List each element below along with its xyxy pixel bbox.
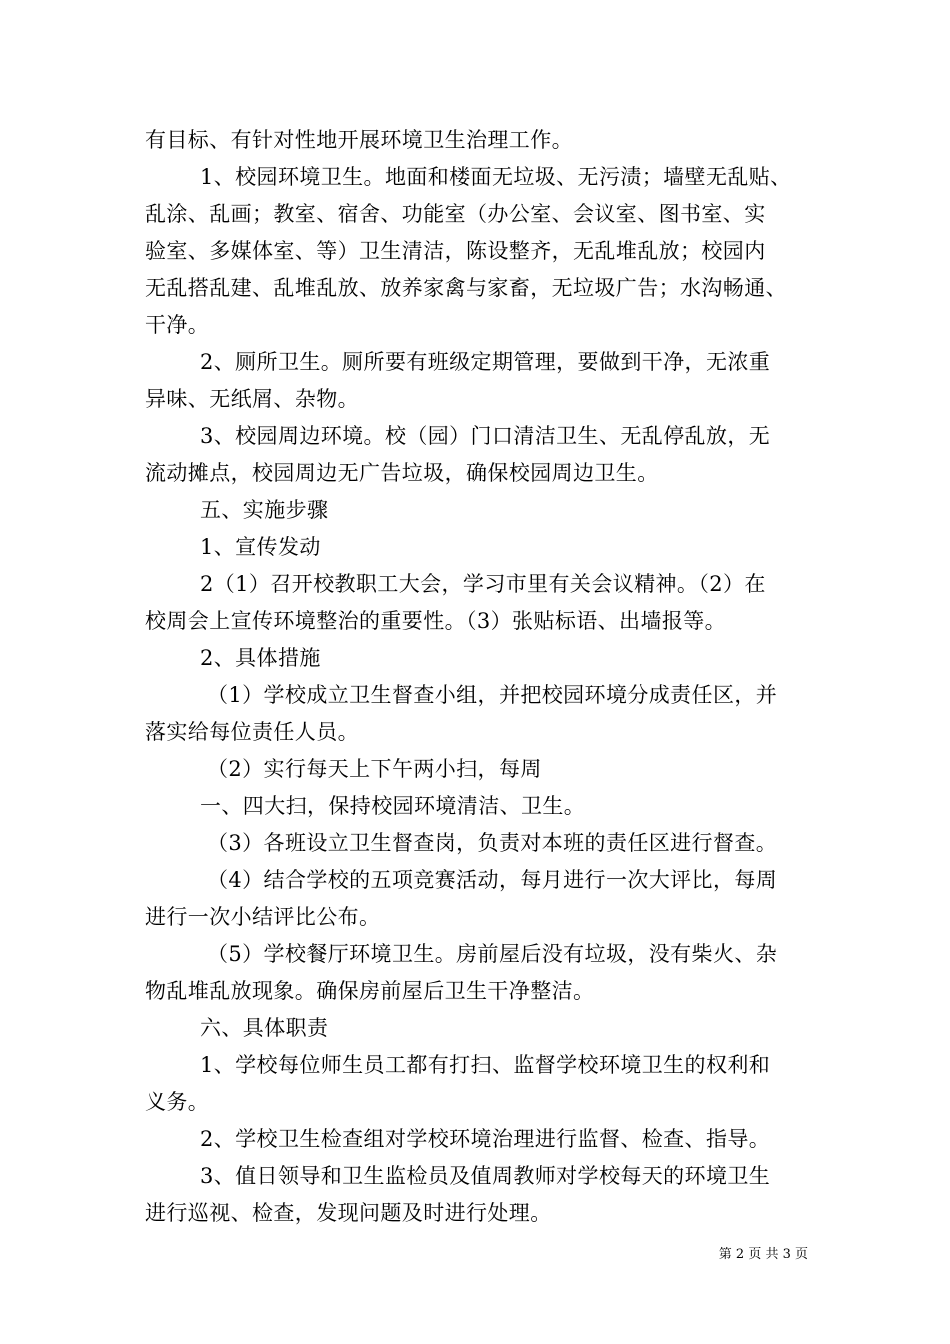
text-line: 2、具体措施 (200, 646, 321, 670)
text-line: （4）结合学校的五项竞赛活动，每月进行一次大评比，每周 (207, 868, 778, 892)
text-line: 3、校园周边环境。校（园）门口清洁卫生、无乱停乱放，无 (200, 424, 771, 448)
text-line: 2（1）召开校教职工大会，学习市里有关会议精神。（2）在 (200, 572, 766, 596)
text-line: 异味、无纸屑、杂物。 (145, 387, 359, 411)
section-heading: 六、具体职责 (200, 1016, 329, 1040)
text-line: 2、厕所卫生。厕所要有班级定期管理，要做到干净，无浓重 (200, 350, 771, 374)
text-line: 干净。 (145, 313, 210, 337)
text-line: 一、四大扫，保持校园环境清洁、卫生。 (200, 794, 586, 818)
text-line: 1、校园环境卫生。地面和楼面无垃圾、无污渍；墙壁无乱贴、 (200, 165, 792, 189)
text-line: 2、学校卫生检查组对学校环境治理进行监督、检查、指导。 (200, 1127, 771, 1151)
text-line: （5）学校餐厅环境卫生。房前屋后没有垃圾，没有柴火、杂 (207, 942, 778, 966)
text-line: 进行一次小结评比公布。 (145, 905, 381, 929)
section-heading: 五、实施步骤 (200, 498, 329, 522)
text-line: 乱涂、乱画；教室、宿舍、功能室（办公室、会议室、图书室、实 (145, 202, 766, 226)
text-line: 义务。 (145, 1090, 210, 1114)
text-line: 流动摊点，校园周边无广告垃圾，确保校园周边卫生。 (145, 461, 659, 485)
text-line: 验室、多媒体室、等）卫生清洁，陈设整齐，无乱堆乱放；校园内 (145, 239, 766, 263)
text-line: 有目标、有针对性地开展环境卫生治理工作。 (145, 128, 573, 152)
text-line: 1、学校每位师生员工都有打扫、监督学校环境卫生的权利和 (200, 1053, 771, 1077)
text-line: （3）各班设立卫生督查岗，负责对本班的责任区进行督查。 (207, 831, 778, 855)
text-line: 无乱搭乱建、乱堆乱放、放养家禽与家畜，无垃圾广告；水沟畅通、 (145, 276, 787, 300)
text-line: 3、值日领导和卫生监检员及值周教师对学校每天的环境卫生 (200, 1164, 771, 1188)
page-number-footer: 第 2 页 共 3 页 (718, 1247, 808, 1262)
text-line: （1）学校成立卫生督查小组，并把校园环境分成责任区，并 (207, 683, 778, 707)
text-line: 物乱堆乱放现象。确保房前屋后卫生干净整洁。 (145, 979, 595, 1003)
text-line: 校周会上宣传环境整治的重要性。（3）张贴标语、出墙报等。 (145, 609, 727, 633)
text-line: 进行巡视、检查，发现问题及时进行处理。 (145, 1201, 552, 1225)
text-line: 1、宣传发动 (200, 535, 321, 559)
text-line: 落实给每位责任人员。 (145, 720, 359, 744)
text-line: （2）实行每天上下午两小扫，每周 (207, 757, 542, 781)
